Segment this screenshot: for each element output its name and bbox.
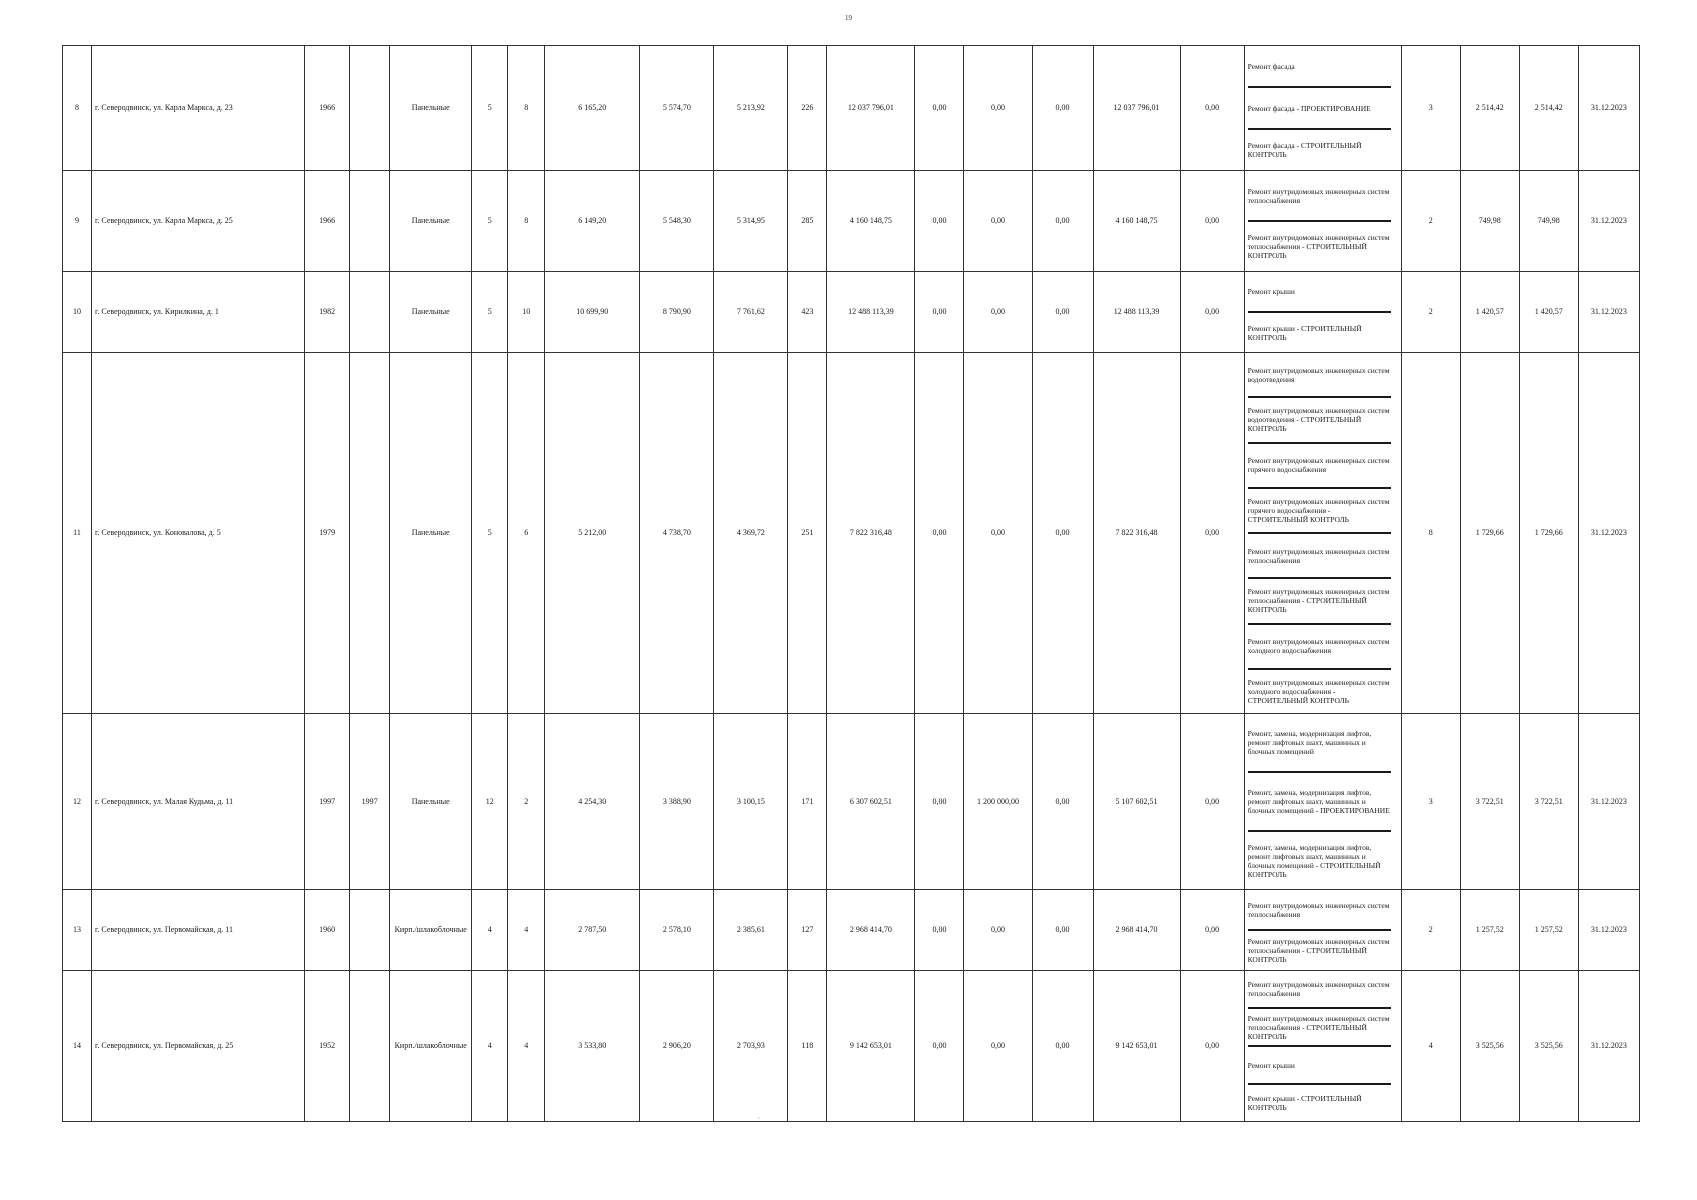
cell-max-unit-cost: 1 729,66 (1519, 353, 1578, 714)
work-item: Ремонт внутридомовых инженерных систем холодного водоснабжения - СТРОИТЕЛЬНЫЙ КОНТРОЛЬ (1247, 677, 1390, 705)
cell-entrances: 8 (508, 46, 545, 171)
work-item: Ремонт внутридомовых инженерных систем водоотведения (1248, 353, 1391, 398)
cell-fund-fed: 0,00 (915, 272, 964, 353)
cell-works-count: 8 (1401, 353, 1460, 714)
cell-unit-cost: 1 257,52 (1460, 890, 1519, 971)
cell-cost-total: 6 307 602,51 (827, 714, 915, 890)
cell-fund-other: 0,00 (1180, 890, 1244, 971)
work-item: Ремонт, замена, модернизация лифтов, ремонт лифтовых шахт, машинных и блочных помещений (1248, 714, 1391, 773)
cell-owned-area: 4 369,72 (714, 353, 788, 714)
cell-living-area: 5 548,30 (640, 171, 714, 272)
cell-floors: 4 (472, 971, 508, 1122)
cell-fund-region: 1 200 000,00 (964, 714, 1032, 890)
table-row (63, 890, 1640, 971)
cell-unit-cost: 3 525,56 (1460, 971, 1519, 1122)
cell-living-area: 8 790,90 (640, 272, 714, 353)
cell-no: 13 (63, 890, 92, 971)
cell-fund-other: 0,00 (1180, 714, 1244, 890)
cell-year-built: 1966 (305, 171, 350, 272)
work-item: Ремонт, замена, модернизация лифтов, ремонт лифтовых шахт, машинных и блочных помещений - СТРОИТЕЛЬНЫЙ КОНТРОЛЬ (1247, 842, 1381, 879)
cell-deadline: 31.12.2023 (1578, 890, 1639, 971)
cell-deadline: 31.12.2023 (1578, 971, 1639, 1122)
table-row (63, 171, 1640, 272)
cell-fund-owners: 12 037 796,01 (1093, 46, 1180, 171)
cell-total-area: 3 533,80 (545, 971, 640, 1122)
cell-fund-local: 0,00 (1032, 46, 1093, 171)
cell-fund-fed: 0,00 (915, 714, 964, 890)
work-item: Ремонт крыши (1248, 272, 1391, 313)
work-item: Ремонт, замена, модернизация лифтов, ремонт лифтовых шахт, машинных и блочных помещений - ПРОЕКТИРОВАНИЕ (1248, 773, 1391, 832)
cell-cost-total: 7 822 316,48 (827, 353, 915, 714)
cell-residents: 127 (788, 890, 827, 971)
cell-floors: 5 (472, 272, 508, 353)
works-list (1247, 890, 1399, 970)
cell-address: г. Северодвинск, ул. Карла Маркса, д. 23 (92, 46, 305, 171)
cell-living-area: 4 738,70 (640, 353, 714, 714)
cell-fund-local: 0,00 (1032, 353, 1093, 714)
cell-max-unit-cost: 3 525,56 (1519, 971, 1578, 1122)
table-row (63, 714, 1640, 890)
cell-unit-cost: 3 722,51 (1460, 714, 1519, 890)
cell-fund-region: 0,00 (964, 890, 1032, 971)
works-cell (1244, 971, 1401, 1122)
work-item: Ремонт внутридомовых инженерных систем теплоснабжения (1248, 890, 1391, 931)
work-item: Ремонт внутридомовых инженерных систем теплоснабжения (1248, 171, 1391, 222)
cell-year-built: 1982 (305, 272, 350, 353)
works-cell (1244, 171, 1401, 272)
cell-floors: 4 (472, 890, 508, 971)
cell-entrances: 8 (508, 171, 545, 272)
cell-year-overhaul (350, 272, 390, 353)
cell-address: г. Северодвинск, ул. Первомайская, д. 11 (92, 890, 305, 971)
cell-owned-area: 5 314,95 (714, 171, 788, 272)
cell-fund-owners: 9 142 653,01 (1093, 971, 1180, 1122)
cell-wall-material: Панельные (390, 272, 472, 353)
cell-deadline: 31.12.2023 (1578, 46, 1639, 171)
cell-fund-fed: 0,00 (915, 171, 964, 272)
cell-fund-fed: 0,00 (915, 971, 964, 1122)
cell-total-area: 6 165,20 (545, 46, 640, 171)
cell-fund-owners: 2 968 414,70 (1093, 890, 1180, 971)
cell-max-unit-cost: 3 722,51 (1519, 714, 1578, 890)
cell-unit-cost: 749,98 (1460, 171, 1519, 272)
cell-fund-fed: 0,00 (915, 890, 964, 971)
cell-residents: 171 (788, 714, 827, 890)
cell-owned-area: 5 213,92 (714, 46, 788, 171)
cell-entrances: 2 (508, 714, 545, 890)
work-item: Ремонт крыши - СТРОИТЕЛЬНЫЙ КОНТРОЛЬ (1247, 1094, 1362, 1112)
cell-unit-cost: 2 514,42 (1460, 46, 1519, 171)
cell-entrances: 10 (508, 272, 545, 353)
cell-no: 9 (63, 171, 92, 272)
cell-year-built: 1979 (305, 353, 350, 714)
work-item: Ремонт внутридомовых инженерных систем горячего водоснабжения (1248, 444, 1391, 489)
cell-max-unit-cost: 749,98 (1519, 171, 1578, 272)
cell-fund-region: 0,00 (964, 353, 1032, 714)
work-item: Ремонт внутридомовых инженерных систем горячего водоснабжения - СТРОИТЕЛЬНЫЙ КОНТРОЛЬ (1248, 489, 1391, 534)
cell-total-area: 5 212,00 (545, 353, 640, 714)
works-cell (1244, 46, 1401, 171)
cell-no: 11 (63, 353, 92, 714)
cell-cost-total: 9 142 653,01 (827, 971, 915, 1122)
cell-fund-fed: 0,00 (915, 46, 964, 171)
works-cell (1244, 890, 1401, 971)
work-item: Ремонт внутридомовых инженерных систем теплоснабжения - СТРОИТЕЛЬНЫЙ КОНТРОЛЬ (1247, 233, 1390, 260)
cell-year-overhaul (350, 971, 390, 1122)
cell-fund-region: 0,00 (964, 272, 1032, 353)
cell-deadline: 31.12.2023 (1578, 353, 1639, 714)
cell-wall-material: Кирп./шлакоблочные (390, 890, 472, 971)
cell-address: г. Северодвинск, ул. Первомайская, д. 25 (92, 971, 305, 1122)
scan-speck: ` (758, 1118, 760, 1124)
works-list (1247, 171, 1399, 271)
cell-max-unit-cost: 2 514,42 (1519, 46, 1578, 171)
cell-unit-cost: 1 420,57 (1460, 272, 1519, 353)
cell-floors: 5 (472, 171, 508, 272)
cell-year-built: 1997 (305, 714, 350, 890)
cell-no: 12 (63, 714, 92, 890)
works-list (1247, 272, 1399, 352)
cell-total-area: 2 787,50 (545, 890, 640, 971)
table-row (63, 353, 1640, 714)
cell-cost-total: 2 968 414,70 (827, 890, 915, 971)
work-item: Ремонт фасада - ПРОЕКТИРОВАНИЕ (1248, 88, 1391, 130)
cell-fund-local: 0,00 (1032, 272, 1093, 353)
cell-owned-area: 3 100,15 (714, 714, 788, 890)
cell-address: г. Северодвинск, ул. Карла Маркса, д. 25 (92, 171, 305, 272)
cell-fund-region: 0,00 (964, 971, 1032, 1122)
cell-works-count: 3 (1401, 714, 1460, 890)
works-cell (1244, 272, 1401, 353)
works-list (1247, 714, 1399, 889)
works-list (1247, 353, 1399, 713)
cell-no: 14 (63, 971, 92, 1122)
cell-works-count: 2 (1401, 890, 1460, 971)
cell-living-area: 2 906,20 (640, 971, 714, 1122)
cell-wall-material: Панельные (390, 353, 472, 714)
cell-address: г. Северодвинск, ул. Кирилкина, д. 1 (92, 272, 305, 353)
cell-deadline: 31.12.2023 (1578, 171, 1639, 272)
cell-total-area: 10 699,90 (545, 272, 640, 353)
cell-fund-fed: 0,00 (915, 353, 964, 714)
cell-residents: 423 (788, 272, 827, 353)
cell-works-count: 2 (1401, 171, 1460, 272)
cell-fund-owners: 4 160 148,75 (1093, 171, 1180, 272)
cell-fund-other: 0,00 (1180, 353, 1244, 714)
table-row (63, 272, 1640, 353)
cell-works-count: 3 (1401, 46, 1460, 171)
cell-fund-local: 0,00 (1032, 890, 1093, 971)
work-item: Ремонт внутридомовых инженерных систем водоотведения - СТРОИТЕЛЬНЫЙ КОНТРОЛЬ (1248, 398, 1391, 443)
cell-year-built: 1952 (305, 971, 350, 1122)
cell-max-unit-cost: 1 420,57 (1519, 272, 1578, 353)
cell-total-area: 4 254,30 (545, 714, 640, 890)
table-row (63, 46, 1640, 171)
cell-owned-area: 2 703,93 (714, 971, 788, 1122)
work-item: Ремонт фасада (1248, 46, 1391, 88)
cell-cost-total: 12 037 796,01 (827, 46, 915, 171)
cell-max-unit-cost: 1 257,52 (1519, 890, 1578, 971)
cell-fund-region: 0,00 (964, 171, 1032, 272)
cell-floors: 5 (472, 46, 508, 171)
works-list (1247, 971, 1399, 1121)
cell-owned-area: 7 761,62 (714, 272, 788, 353)
cell-residents: 251 (788, 353, 827, 714)
cell-fund-owners: 5 107 602,51 (1093, 714, 1180, 890)
cell-no: 8 (63, 46, 92, 171)
page-number: 19 (845, 14, 852, 22)
work-item: Ремонт крыши - СТРОИТЕЛЬНЫЙ КОНТРОЛЬ (1247, 323, 1362, 342)
repair-program-table (62, 45, 1640, 1122)
cell-fund-owners: 12 488 113,39 (1093, 272, 1180, 353)
works-list (1247, 46, 1399, 170)
cell-cost-total: 12 488 113,39 (827, 272, 915, 353)
work-item: Ремонт крыши (1248, 1047, 1391, 1085)
cell-address: г. Северодвинск, ул. Коновалова, д. 5 (92, 353, 305, 714)
cell-year-overhaul: 1997 (350, 714, 390, 890)
cell-fund-local: 0,00 (1032, 171, 1093, 272)
cell-total-area: 6 149,20 (545, 171, 640, 272)
cell-unit-cost: 1 729,66 (1460, 353, 1519, 714)
work-item: Ремонт фасада - СТРОИТЕЛЬНЫЙ КОНТРОЛЬ (1247, 141, 1362, 159)
cell-works-count: 2 (1401, 272, 1460, 353)
cell-fund-other: 0,00 (1180, 171, 1244, 272)
cell-living-area: 3 388,90 (640, 714, 714, 890)
work-item: Ремонт внутридомовых инженерных систем теплоснабжения (1248, 534, 1391, 579)
cell-year-overhaul (350, 171, 390, 272)
cell-year-built: 1966 (305, 46, 350, 171)
cell-wall-material: Панельные (390, 714, 472, 890)
cell-year-overhaul (350, 46, 390, 171)
cell-deadline: 31.12.2023 (1578, 272, 1639, 353)
cell-wall-material: Панельные (390, 171, 472, 272)
cell-cost-total: 4 160 148,75 (827, 171, 915, 272)
cell-no: 10 (63, 272, 92, 353)
cell-year-overhaul (350, 353, 390, 714)
cell-wall-material: Кирп./шлакоблочные (390, 971, 472, 1122)
cell-fund-region: 0,00 (964, 46, 1032, 171)
work-item: Ремонт внутридомовых инженерных систем теплоснабжения - СТРОИТЕЛЬНЫЙ КОНТРОЛЬ (1248, 579, 1391, 624)
cell-year-built: 1960 (305, 890, 350, 971)
work-item: Ремонт внутридомовых инженерных систем теплоснабжения - СТРОИТЕЛЬНЫЙ КОНТРОЛЬ (1247, 937, 1390, 964)
cell-fund-other: 0,00 (1180, 46, 1244, 171)
cell-fund-local: 0,00 (1032, 714, 1093, 890)
cell-address: г. Северодвинск, ул. Малая Кудьма, д. 11 (92, 714, 305, 890)
works-cell (1244, 714, 1401, 890)
cell-living-area: 5 574,70 (640, 46, 714, 171)
cell-deadline: 31.12.2023 (1578, 714, 1639, 890)
cell-fund-other: 0,00 (1180, 272, 1244, 353)
cell-year-overhaul (350, 890, 390, 971)
cell-works-count: 4 (1401, 971, 1460, 1122)
cell-fund-other: 0,00 (1180, 971, 1244, 1122)
cell-wall-material: Панельные (390, 46, 472, 171)
cell-entrances: 6 (508, 353, 545, 714)
cell-living-area: 2 578,10 (640, 890, 714, 971)
cell-residents: 118 (788, 971, 827, 1122)
cell-fund-local: 0,00 (1032, 971, 1093, 1122)
work-item: Ремонт внутридомовых инженерных систем холодного водоснабжения (1248, 625, 1391, 670)
cell-residents: 226 (788, 46, 827, 171)
cell-entrances: 4 (508, 971, 545, 1122)
work-item: Ремонт внутридомовых инженерных систем теплоснабжения - СТРОИТЕЛЬНЫЙ КОНТРОЛЬ (1248, 1009, 1391, 1047)
cell-fund-owners: 7 822 316,48 (1093, 353, 1180, 714)
works-cell (1244, 353, 1401, 714)
cell-entrances: 4 (508, 890, 545, 971)
cell-floors: 5 (472, 353, 508, 714)
cell-residents: 285 (788, 171, 827, 272)
work-item: Ремонт внутридомовых инженерных систем теплоснабжения (1248, 971, 1391, 1009)
cell-owned-area: 2 385,61 (714, 890, 788, 971)
cell-floors: 12 (472, 714, 508, 890)
table-row (63, 971, 1640, 1122)
